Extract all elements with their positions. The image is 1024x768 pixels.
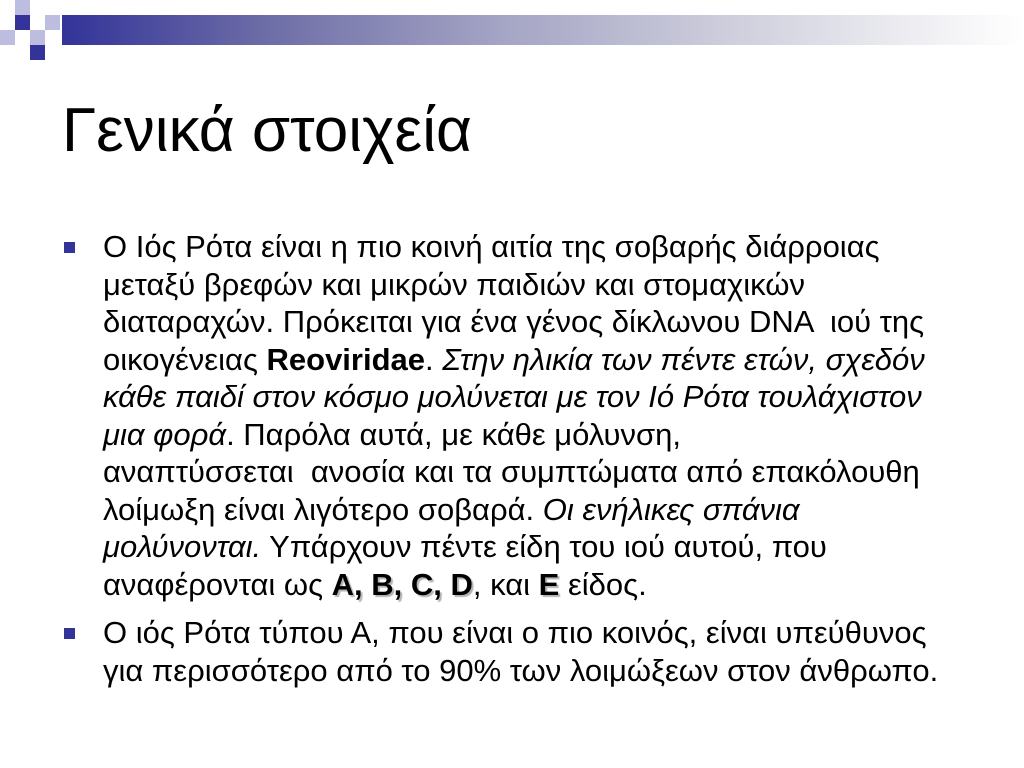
- pixel-square: [15, 15, 30, 30]
- pixel-square: [30, 45, 45, 60]
- italic-text: Στην ηλικία των πέντε ετών, σχεδόν: [442, 341, 925, 377]
- text-run: αναπτύσσεται ανοσία και τα συμπτώματα από επακόλουθη: [103, 454, 920, 489]
- text-line: [103, 228, 1024, 266]
- text-run: λοίμωξη είναι λιγότερο σοβαρά.: [103, 491, 543, 527]
- text-run: Ο Ιός Ρότα είναι η πιο κοινή αιτία της σοβαρής διάρροιας: [103, 229, 880, 264]
- italic-text: Οι ενήλικες σπάνια: [542, 491, 800, 527]
- bullet-text: [103, 228, 1024, 603]
- text-line: [103, 453, 1024, 491]
- text-run: για περισσότερο από το 90% των λοιμώξεων στον άνθρωπο.: [103, 652, 939, 688]
- text-run: διαταραχών. Πρόκειται για ένα γένος δίκλωνου DNA ιού της: [103, 304, 925, 339]
- text-line: [103, 303, 1024, 341]
- text-line: [103, 266, 1024, 304]
- pixel-square: [45, 15, 60, 30]
- bullet-square-icon: [64, 242, 75, 253]
- text-run: . Παρόλα αυτά, με κάθε μόλυνση,: [226, 416, 681, 452]
- pixel-square: [15, 0, 30, 15]
- bullet-item: [0, 614, 1024, 689]
- pixel-square: [30, 30, 45, 45]
- bullet-square-icon: [64, 628, 75, 639]
- highlighted-letters: A, B, C, D: [331, 566, 473, 602]
- italic-text: μολύνονται.: [103, 529, 262, 564]
- text-line: [103, 614, 1024, 652]
- italic-text: κάθε παιδί στον κόσμο μολύνεται με τον Ιό Ρότα τουλάχιστον: [103, 379, 922, 414]
- text-run: Ο ιός Ρότα τύπου Α, που είναι ο πιο κοινός, είναι υπεύθυνος: [103, 615, 927, 650]
- text-run: μεταξύ βρεφών και μικρών παιδιών και στομαχικών: [103, 266, 806, 302]
- header-gradient-bar: [62, 15, 1024, 45]
- bullet-list: [0, 228, 1024, 700]
- text-run: Υπάρχουν πέντε είδη του ιού αυτού, που: [261, 529, 827, 564]
- text-line: [103, 566, 1024, 604]
- text-run: οικογένειας: [103, 341, 267, 377]
- bullet-text: [103, 614, 1024, 689]
- bullet-item: [0, 228, 1024, 603]
- corner-pixel-decoration: [0, 0, 62, 62]
- bold-term: Reoviridae: [266, 341, 426, 377]
- text-run: είδος.: [559, 566, 647, 602]
- pixel-square: [0, 30, 15, 45]
- text-run: αναφέρονται ως: [103, 566, 332, 602]
- text-run: .: [425, 341, 443, 377]
- text-line: [103, 341, 1024, 379]
- text-run: , και: [472, 566, 539, 602]
- text-line: [103, 652, 1024, 690]
- highlighted-letters: E: [538, 566, 560, 602]
- slide-title: Γενικά στοιχεία: [62, 96, 472, 165]
- italic-text: μια φορά: [103, 416, 227, 452]
- text-line: [103, 378, 1024, 416]
- text-line: [103, 528, 1024, 566]
- text-line: [103, 491, 1024, 529]
- text-line: [103, 416, 1024, 454]
